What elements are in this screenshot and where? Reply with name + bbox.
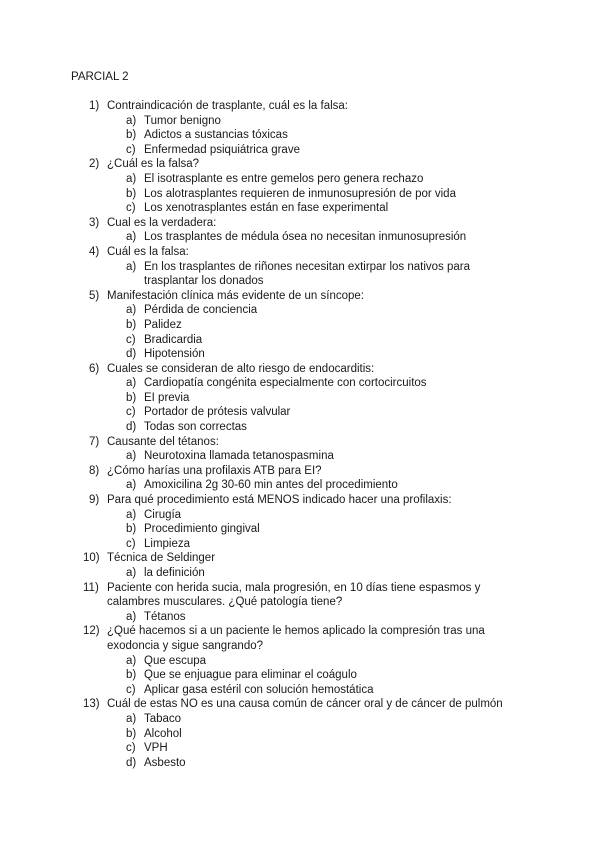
option-list xyxy=(0,376,600,434)
question-item xyxy=(0,493,600,551)
option-letter: b) xyxy=(126,669,137,682)
option-letter: d) xyxy=(126,756,137,769)
option-list xyxy=(0,508,600,552)
answer-option xyxy=(0,712,600,727)
question-number: 5) xyxy=(89,289,100,302)
option-list xyxy=(0,478,600,493)
option-text: Limpieza xyxy=(144,537,191,550)
option-text: Todas son correctas xyxy=(144,421,247,434)
page-title: PARCIAL 2 xyxy=(71,71,129,83)
question-item xyxy=(0,216,600,245)
option-text: Aplicar gasa estéril con solución hemostática xyxy=(144,683,374,696)
question-line xyxy=(0,551,600,566)
question-number: 4) xyxy=(89,245,100,258)
option-letter: a) xyxy=(126,172,137,185)
question-text: ¿Qué hacemos si a un paciente le hemos aplicado la compresión tras una exodoncia y sigue sangrando? xyxy=(107,625,485,652)
answer-option xyxy=(0,654,600,669)
answer-option xyxy=(0,260,600,289)
question-text: Cuales se consideran de alto riesgo de endocarditis: xyxy=(107,362,375,375)
question-item xyxy=(0,551,600,580)
option-text: Los trasplantes de médula ósea no necesitan inmunosupresión xyxy=(144,231,467,244)
question-text: Para qué procedimiento está MENOS indicado hacer una profilaxis: xyxy=(107,494,452,507)
question-item xyxy=(0,245,600,289)
question-number: 8) xyxy=(89,464,100,477)
option-letter: c) xyxy=(126,143,136,156)
question-text: Contraindicación de trasplante, cuál es la falsa: xyxy=(107,100,349,112)
answer-option xyxy=(0,405,600,420)
question-text: Manifestación clínica más evidente de un síncope: xyxy=(107,289,364,302)
question-item xyxy=(0,697,600,770)
option-list xyxy=(0,230,600,245)
answer-option xyxy=(0,756,600,771)
answer-option xyxy=(0,230,600,245)
option-text: El isotrasplante es entre gemelos pero genera rechazo xyxy=(144,172,424,185)
option-text: Cardiopatía congénita especialmente con cortocircuitos xyxy=(144,377,427,390)
option-text: Los xenotrasplantes están en fase experimental xyxy=(144,202,389,215)
question-line xyxy=(0,245,600,260)
answer-option xyxy=(0,522,600,537)
answer-option xyxy=(0,303,600,318)
question-number: 11) xyxy=(83,581,99,594)
question-line xyxy=(0,624,600,653)
option-letter: c) xyxy=(126,406,136,419)
option-text: En los trasplantes de riñones necesitan extirpar los nativos para trasplantar los donados xyxy=(144,260,471,288)
question-text: Causante del tétanos: xyxy=(107,435,219,448)
question-line xyxy=(0,493,600,508)
question-line xyxy=(0,99,600,114)
question-number: 9) xyxy=(89,494,100,507)
question-number: 7) xyxy=(89,435,100,448)
option-letter: a) xyxy=(126,610,137,623)
question-item xyxy=(0,157,600,215)
option-letter: a) xyxy=(126,479,137,492)
question-text: Cuál es la falsa: xyxy=(107,245,189,258)
option-letter: d) xyxy=(126,421,137,434)
option-text: Enfermedad psiquiátrica grave xyxy=(144,143,300,156)
option-text: Los alotrasplantes requieren de inmunosupresión de por vida xyxy=(144,187,456,200)
question-line xyxy=(0,581,600,610)
option-text: VPH xyxy=(144,742,168,755)
answer-option xyxy=(0,537,600,552)
option-text: Portador de prótesis valvular xyxy=(144,406,291,419)
option-text: la definición xyxy=(144,567,205,579)
option-text: Tumor benigno xyxy=(144,114,221,127)
answer-option xyxy=(0,376,600,391)
question-line xyxy=(0,362,600,377)
question-text: Paciente con herida sucia, mala progresión, en 10 días tiene espasmos y calambres musculares. ¿Qué patología tiene? xyxy=(107,581,481,609)
option-list xyxy=(0,303,600,361)
question-number: 10) xyxy=(83,552,100,565)
answer-option xyxy=(0,391,600,406)
option-letter: b) xyxy=(126,523,137,536)
question-item xyxy=(0,435,600,464)
option-list xyxy=(0,712,600,770)
option-letter: a) xyxy=(126,304,137,317)
question-number: 1) xyxy=(89,100,100,112)
option-letter: a) xyxy=(126,260,137,273)
option-letter: a) xyxy=(126,377,137,390)
question-number: 2) xyxy=(89,158,100,171)
question-item xyxy=(0,362,600,435)
option-letter: a) xyxy=(126,567,137,579)
answer-option xyxy=(0,508,600,523)
question-number: 13) xyxy=(83,698,100,711)
option-text: Bradicardia xyxy=(144,333,203,346)
option-letter: a) xyxy=(126,231,137,244)
answer-option xyxy=(0,333,600,348)
option-letter: a) xyxy=(126,508,137,521)
question-item xyxy=(0,581,600,625)
option-text: Cirugía xyxy=(144,508,182,521)
option-letter: d) xyxy=(126,348,137,361)
question-line xyxy=(0,289,600,304)
question-line xyxy=(0,216,600,231)
option-text: Que escupa xyxy=(144,654,207,667)
question-text: ¿Cuál es la falsa? xyxy=(107,158,200,171)
option-text: Adictos a sustancias tóxicas xyxy=(144,129,288,142)
option-list xyxy=(0,260,600,289)
question-item xyxy=(0,289,600,362)
option-letter: b) xyxy=(126,727,137,740)
option-text: EI previa xyxy=(144,391,190,404)
option-list xyxy=(0,172,600,216)
answer-option xyxy=(0,201,600,216)
answer-option xyxy=(0,610,600,625)
question-line xyxy=(0,464,600,479)
option-list xyxy=(0,654,600,698)
option-text: Neurotoxina llamada tetanospasmina xyxy=(144,450,334,463)
option-letter: b) xyxy=(126,318,137,331)
question-line xyxy=(0,157,600,172)
question-item xyxy=(0,624,600,697)
answer-option xyxy=(0,172,600,187)
question-number: 3) xyxy=(89,216,100,229)
question-item xyxy=(0,464,600,493)
answer-option xyxy=(0,668,600,683)
option-text: Tabaco xyxy=(144,712,182,725)
answer-option xyxy=(0,347,600,362)
option-letter: b) xyxy=(126,187,137,200)
answer-option xyxy=(0,741,600,756)
option-letter: a) xyxy=(126,114,137,127)
answer-option xyxy=(0,566,600,581)
option-list xyxy=(0,449,600,464)
option-list xyxy=(0,566,600,581)
option-letter: a) xyxy=(126,654,137,667)
option-letter: b) xyxy=(126,391,137,404)
option-text: Procedimiento gingival xyxy=(144,523,260,536)
question-number: 12) xyxy=(83,625,100,638)
option-letter: a) xyxy=(126,450,137,463)
option-letter: b) xyxy=(126,129,137,142)
option-letter: a) xyxy=(126,712,137,725)
answer-option xyxy=(0,420,600,435)
question-text: Cuál de estas NO es una causa común de cáncer oral y de cáncer de pulmón xyxy=(107,698,503,711)
option-letter: c) xyxy=(126,683,136,696)
option-text: Amoxicilina 2g 30-60 min antes del procedimiento xyxy=(144,479,398,492)
question-number: 6) xyxy=(89,362,100,375)
question-list xyxy=(0,99,600,770)
option-list xyxy=(0,114,600,158)
option-text: Alcohol xyxy=(144,727,182,740)
option-text: Hipotensión xyxy=(144,348,205,361)
answer-option xyxy=(0,449,600,464)
answer-option xyxy=(0,683,600,698)
question-line xyxy=(0,697,600,712)
question-text: Cual es la verdadera: xyxy=(107,216,217,229)
option-text: Pérdida de conciencia xyxy=(144,304,258,317)
answer-option xyxy=(0,187,600,202)
question-line xyxy=(0,435,600,450)
answer-option xyxy=(0,478,600,493)
answer-option xyxy=(0,128,600,143)
answer-option xyxy=(0,143,600,158)
option-list xyxy=(0,610,600,625)
option-letter: c) xyxy=(126,537,136,550)
answer-option xyxy=(0,727,600,742)
question-text: ¿Cómo harías una profilaxis ATB para EI? xyxy=(107,464,322,477)
option-letter: c) xyxy=(126,333,136,346)
option-text: Asbesto xyxy=(144,756,186,769)
answer-option xyxy=(0,114,600,129)
option-text: Que se enjuague para eliminar el coágulo xyxy=(144,669,357,682)
question-item xyxy=(0,99,600,157)
option-text: Palidez xyxy=(144,318,182,331)
answer-option xyxy=(0,318,600,333)
question-text: Técnica de Seldinger xyxy=(107,552,216,565)
option-letter: c) xyxy=(126,202,136,215)
option-letter: c) xyxy=(126,742,136,755)
option-text: Tétanos xyxy=(144,610,186,623)
